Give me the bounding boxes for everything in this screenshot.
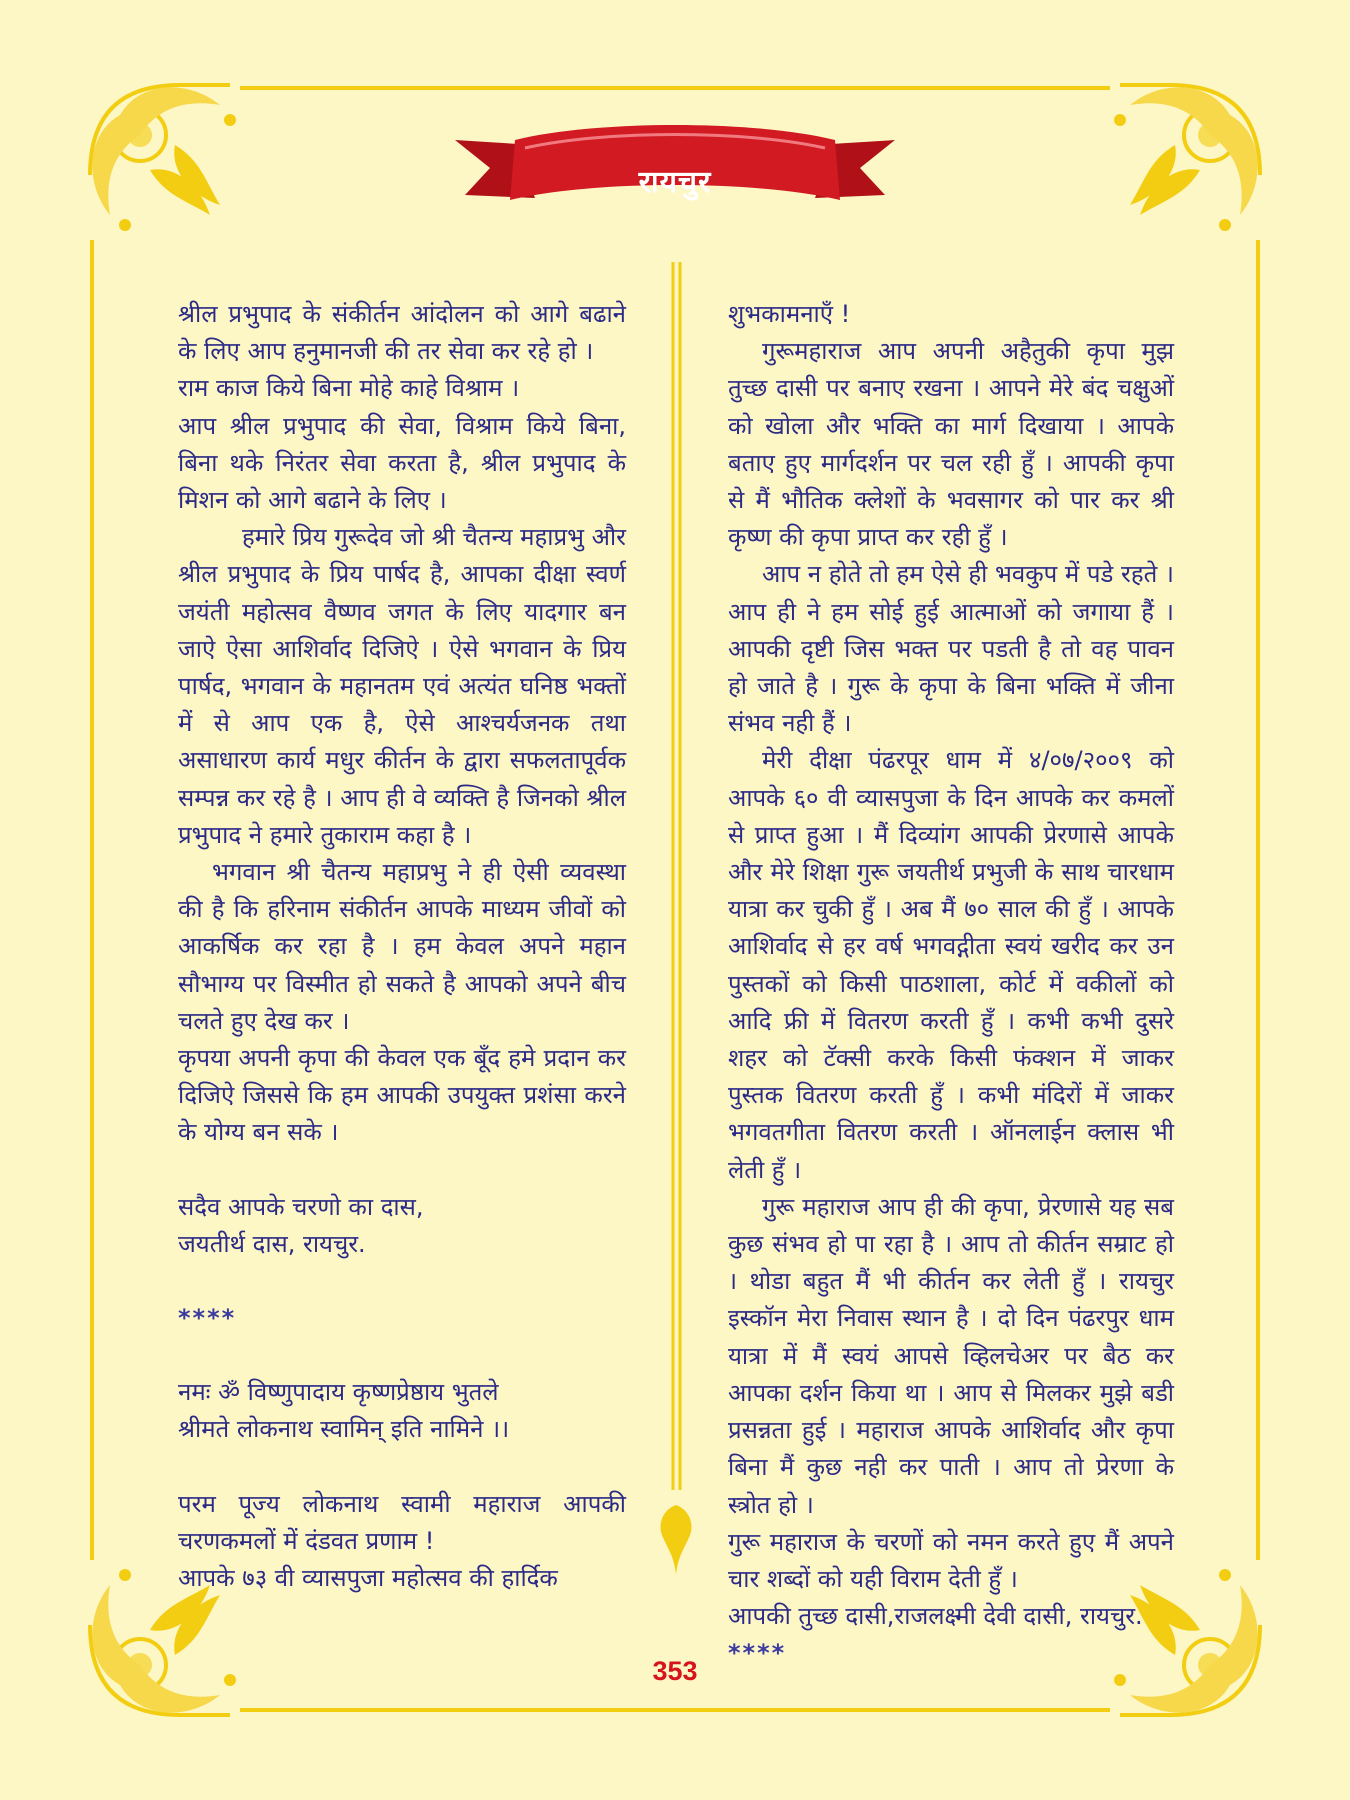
- paragraph: श्रीमते लोकनाथ स्वामिन् इति नामिने ।।: [178, 1415, 510, 1444]
- spacer: [178, 1449, 626, 1486]
- paragraph: परम पूज्य लोकनाथ स्वामी महाराज आपकी चरणकमलों में दंडवत प्रणाम !: [178, 1489, 626, 1555]
- left-column: [178, 296, 626, 1597]
- paragraph: हमारे प्रिय गुरूदेव जो श्री चैतन्य महाप्रभु और श्रील प्रभुपाद के प्रिय पार्षद है, आपका दीक्षा स्वर्ण जयंती महोत्सव वैष्णव जगत के लिए यादगार बन जाऐ ऐसा आशिर्वाद दिजिऐ । ऐसे भगवान के प्रिय पार्षद, भगवान के महानतम एवं अत्यंत घनिष्ठ भक्तों में से आप एक है, ऐसे आश्चर्यजनक तथा असाधारण कार्य मधुर कीर्तन के द्वारा सफलतापूर्वक सम्पन्न कर रहे है । आप ही वे व्यक्ति है जिनको श्रील प्रभुपाद ने हमारे तुकाराम कहा है ।: [178, 523, 626, 849]
- paragraph: राम काज किये बिना मोहे काहे विश्राम ।: [178, 374, 520, 403]
- paragraph: आप न होते तो हम ऐसे ही भवकुप में पडे रहते । आप ही ने हम सोई हुई आत्माओं को जगाया हैं । आपकी दृष्टी जिस भक्त पर पडती है तो वह पावन हो जाते है । गुरू के कृपा के बिना भक्ति में जीना संभव नही हैं ।: [728, 560, 1174, 738]
- paragraph: सदैव आपके चरणो का दास,: [178, 1192, 424, 1221]
- paragraph: गुरू महाराज के चरणों को नमन करते हुए मैं अपने चार शब्दों को यही विराम देती हुँ ।: [728, 1527, 1174, 1593]
- paragraph: जयतीर्थ दास, रायचुर.: [178, 1229, 366, 1258]
- spacer: [178, 1152, 626, 1189]
- paragraph: श्रील प्रभुपाद के संकीर्तन आंदोलन को आगे बढाने के लिए आप हनुमानजी की तर सेवा कर रहे हो ।: [178, 300, 626, 366]
- paragraph: आपके ७३ वी व्यासपुजा महोत्सव की हार्दिक: [178, 1564, 558, 1593]
- paragraph: कृपया अपनी कृपा की केवल एक बूँद हमे प्रदान कर दिजिऐ जिससे कि हम आपकी उपयुक्त प्रशंसा करने के योग्य बन सके ।: [178, 1044, 626, 1147]
- paragraph: शुभकामनाएँ !: [728, 300, 851, 328]
- separator-stars: ****: [178, 1304, 237, 1333]
- paragraph: भगवान श्री चैतन्य महाप्रभु ने ही ऐसी व्यवस्था की है कि हरिनाम संकीर्तन आपके माध्यम जीवों को आकर्षिक कर रहा है । हम केवल अपने महान सौभाग्य पर विस्मीत हो सकते है आपको अपने बीच चलते हुए देख कर ।: [178, 858, 626, 1035]
- paragraph: गुरूमहाराज आप अपनी अहैतुकी कृपा मुझ तुच्छ दासी पर बनाए रखना । आपने मेरे बंद चक्षुओं को खोला और भक्ति का मार्ग दिखाया । आपके बताए हुए मार्गदर्शन पर चल रही हुँ । आपकी कृपा से मैं भौतिक क्लेशों के भवसागर को पार कर श्री कृष्ण की कृपा प्राप्त कर रही हुँ ।: [728, 337, 1174, 552]
- paragraph: गुरू महाराज आप ही की कृपा, प्रेरणासे यह सब कुछ संभव हो पा रहा है । आप तो कीर्तन सम्राट हो । थोडा बहुत मैं भी कीर्तन कर लेती हुँ । रायचुर इस्कॉन मेरा निवास स्थान है । दो दिन पंढरपुर धाम यात्रा में मैं स्वयं आपसे व्हिलचेअर पर बैठ कर आपका दर्शन किया था । आप से मिलकर मुझे बडी प्रसन्नता हुई । महाराज आपके आशिर्वाद और कृपा बिना मैं कुछ नही कर पाती । आप तो प्रेरणा के स्त्रोत हो ।: [728, 1192, 1174, 1519]
- spacer: [178, 1337, 626, 1374]
- paragraph: मेरी दीक्षा पंढरपूर धाम में ४/०७/२००९ को आपके ६० वी व्यासपुजा के दिन आपके कर कमलों से प्राप्त हुआ । मैं दिव्यांग आपकी प्रेरणासे आपके और मेरे शिक्षा गुरू जयतीर्थ प्रभुजी के साथ चारधाम यात्रा कर चुकी हुँ । अब मैं ७० साल की हुँ । आपके आशिर्वाद से हर वर्ष भगवद्गीता स्वयं खरीद कर उन पुस्तकों को किसी पाठशाला, कोर्ट में वकीलों को आदि फ्री में वितरण करती हुँ । कभी कभी दुसरे शहर को टॅक्सी करके किसी फंक्शन में जाकर पुस्तक वितरण करती हुँ । कभी मंदिरों में जाकर भगवतगीता वितरण करती । ऑनलाईन क्लास भी लेती हुँ ।: [728, 746, 1174, 1184]
- separator-stars: ****: [728, 1639, 787, 1668]
- spacer: [178, 1263, 626, 1300]
- paragraph: नमः ॐ विष्णुपादाय कृष्णप्रेष्ठाय भुतले: [178, 1378, 499, 1407]
- page-number: 353: [652, 1656, 698, 1686]
- paragraph: आपकी तुच्छ दासी,राजलक्ष्मी देवी दासी, रायचुर.: [728, 1602, 1143, 1631]
- right-column: [728, 296, 1174, 1673]
- page-title: रायचुर: [638, 165, 712, 200]
- paragraph: आप श्रील प्रभुपाद की सेवा, विश्राम किये बिना, बिना थके निरंतर सेवा करता है, श्रील प्रभुपाद के मिशन को आगे बढाने के लिए ।: [178, 411, 626, 515]
